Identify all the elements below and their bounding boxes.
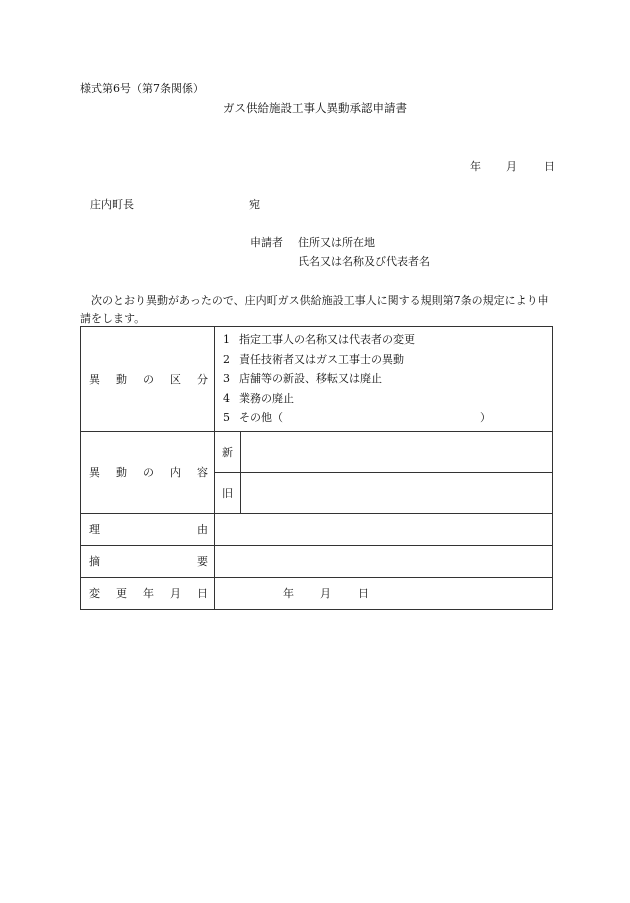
applicant-role: 申請者 — [250, 236, 283, 249]
option-3[interactable]: 3 店舗等の新設、移転又は廃止 — [223, 372, 382, 385]
application-form-table — [80, 326, 553, 610]
application-statement: 次のとおり異動があったので、庄内町ガス供給施設工事人に関する規則第7条の規定により申請をします。 — [80, 294, 549, 325]
applicant-address-label: 住所又は所在地 — [298, 236, 375, 249]
date-month: 月 — [506, 160, 517, 173]
change-category-row — [81, 327, 553, 432]
date-day: 日 — [544, 160, 555, 173]
reason-row — [81, 513, 553, 545]
date-year: 年 — [470, 160, 481, 173]
option-5[interactable]: 5 その他（ ） — [223, 411, 491, 424]
change-date-label: 変 更 年 月 日 — [81, 577, 215, 609]
form-number: 様式第6号（第7条関係） — [80, 82, 204, 95]
old-content-field[interactable] — [241, 472, 553, 513]
reason-field[interactable] — [215, 513, 553, 545]
change-content-label: 異 動 の 内 容 — [81, 431, 215, 513]
document-title: ガス供給施設工事人異動承認申請書 — [223, 101, 407, 115]
summary-label: 摘 要 — [81, 545, 215, 577]
change-category-label: 異 動 の 区 分 — [81, 327, 215, 432]
option-4[interactable]: 4 業務の廃止 — [223, 391, 294, 405]
change-content-new-row — [81, 431, 553, 472]
summary-row — [81, 545, 553, 577]
new-content-field[interactable] — [241, 431, 553, 472]
option-2[interactable]: 2 責任技術者又はガス工事士の異動 — [223, 352, 404, 366]
option-1[interactable]: 1 指定工事人の名称又は代表者の変更 — [223, 333, 415, 346]
addressee-name: 庄内町長 — [90, 198, 134, 211]
reason-label: 理 由 — [81, 513, 215, 545]
new-label: 新 — [215, 431, 241, 472]
applicant-address-line — [250, 234, 375, 250]
old-label: 旧 — [215, 472, 241, 513]
change-date-field[interactable]: 年 月 日 — [215, 577, 553, 609]
addressee-suffix: 宛 — [249, 198, 260, 211]
change-date-row — [81, 577, 553, 609]
application-date — [470, 158, 555, 174]
summary-field[interactable] — [215, 545, 553, 577]
applicant-name-label: 氏名又は名称及び代表者名 — [298, 255, 430, 268]
change-category-options — [215, 327, 553, 432]
